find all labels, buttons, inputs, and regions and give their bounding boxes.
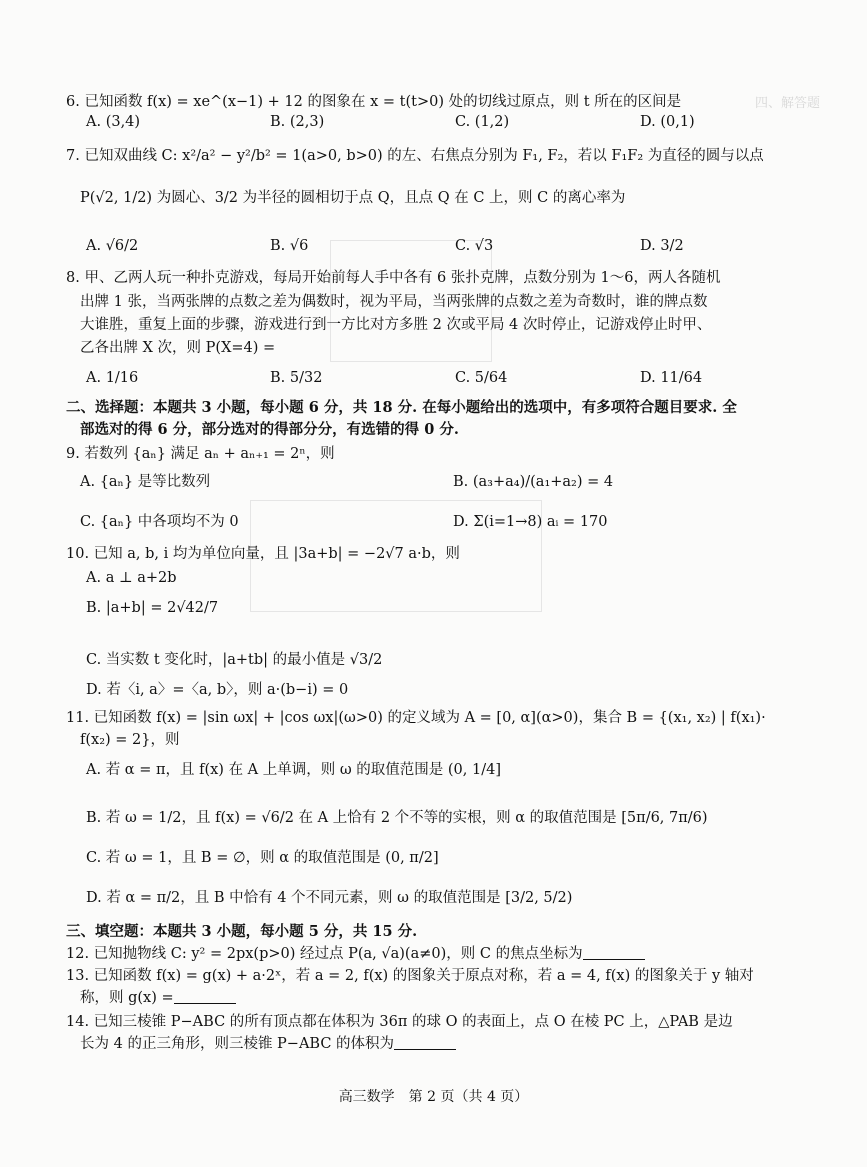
question-10-stem: 10. 已知 a, b, i 均为单位向量，且 |3a+b| = −2√7 a·b，则 xyxy=(66,546,460,562)
question-8-line-3: 大谁胜，重复上面的步骤，游戏进行到一方比对方多胜 2 次或平局 4 次时停止，记游戏停止时甲、 xyxy=(80,317,712,333)
q10-option-d: D. 若〈i, a〉=〈a, b〉，则 a·(b−i) = 0 xyxy=(86,682,349,698)
q11-option-a: A. 若 α = π，且 f(x) 在 A 上单调，则 ω 的取值范围是 (0, 1/4] xyxy=(86,762,501,778)
answer-blank xyxy=(583,945,645,960)
q10-option-b: B. |a+b| = 2√42/7 xyxy=(86,600,219,616)
q8-option-c: C. 5/64 xyxy=(455,370,508,386)
q11-option-d: D. 若 α = π/2，且 B 中恰有 4 个不同元素，则 ω 的取值范围是 [3/2, 5/2) xyxy=(86,890,573,906)
bleed-through-text: 四、解答题 xyxy=(755,96,821,111)
q10-option-a: A. a ⊥ a+2b xyxy=(86,570,177,586)
q9-option-a: A. {aₙ} 是等比数列 xyxy=(80,474,211,490)
q6-option-c: C. (1,2) xyxy=(455,114,510,130)
question-11-line-1: 11. 已知函数 f(x) = |sin ωx| + |cos ωx|(ω>0) 的定义域为 A = [0, α](α>0)，集合 B = {(x₁, x₂) | f(x₁)· xyxy=(66,710,766,726)
question-6-stem: 6. 已知函数 f(x) = xe^(x−1) + 12 的图象在 x = t(t>0) 处的切线过原点，则 t 所在的区间是 xyxy=(66,94,682,110)
question-13-line-2 xyxy=(80,988,236,1008)
q9-option-b: B. (a₃+a₄)/(a₁+a₂) = 4 xyxy=(453,474,614,490)
section-2-heading-line-2: 部选对的得 6 分，部分选对的得部分分，有选错的得 0 分. xyxy=(80,421,459,438)
q9-option-c: C. {aₙ} 中各项均不为 0 xyxy=(80,514,239,530)
answer-blank xyxy=(174,989,236,1004)
section-3-heading: 三、填空题：本题共 3 小题，每小题 5 分，共 15 分. xyxy=(66,923,418,940)
q8-option-b: B. 5/32 xyxy=(270,370,323,386)
question-8-line-4: 乙各出牌 X 次，则 P(X=4) = xyxy=(80,340,276,356)
q7-option-d: D. 3/2 xyxy=(640,238,684,254)
section-2-heading-line-1: 二、选择题：本题共 3 小题，每小题 6 分，共 18 分. 在每小题给出的选项中，有多项符合题目要求. 全 xyxy=(66,399,737,416)
page-footer: 高三数学 第 2 页（共 4 页） xyxy=(338,1089,529,1105)
q8-option-a: A. 1/16 xyxy=(86,370,139,386)
question-14-line-1: 14. 已知三棱锥 P−ABC 的所有顶点都在体积为 36π 的球 O 的表面上，点 O 在棱 PC 上，△PAB 是边 xyxy=(66,1014,733,1030)
question-12-text: 12. 已知抛物线 C: y² = 2px(p>0) 经过点 P(a, √a)(a≠0)，则 C 的焦点坐标为 xyxy=(66,946,583,962)
question-11-line-2: f(x₂) = 2}，则 xyxy=(80,732,180,748)
q7-option-a: A. √6/2 xyxy=(86,238,139,254)
question-8-line-2: 出牌 1 张，当两张牌的点数之差为偶数时，视为平局，当两张牌的点数之差为奇数时，谁的牌点数 xyxy=(80,294,708,310)
q7-option-b: B. √6 xyxy=(270,238,309,254)
q10-option-c: C. 当实数 t 变化时，|a+tb| 的最小值是 √3/2 xyxy=(86,652,383,668)
q8-option-d: D. 11/64 xyxy=(640,370,703,386)
q6-option-b: B. (2,3) xyxy=(270,114,325,130)
q6-option-d: D. (0,1) xyxy=(640,114,695,130)
question-14-line-2 xyxy=(80,1034,456,1054)
q9-option-d: D. Σ(i=1→8) aᵢ = 170 xyxy=(453,514,608,530)
q6-option-a: A. (3,4) xyxy=(86,114,141,130)
answer-blank xyxy=(394,1035,456,1050)
question-7-line-1: 7. 已知双曲线 C: x²/a² − y²/b² = 1(a>0, b>0) 的左、右焦点分别为 F₁, F₂，若以 F₁F₂ 为直径的圆与以点 xyxy=(66,148,764,164)
question-14-line-2-text: 长为 4 的正三角形，则三棱锥 P−ABC 的体积为 xyxy=(80,1036,395,1052)
q11-option-b: B. 若 ω = 1/2，且 f(x) = √6/2 在 A 上恰有 2 个不等的实根，则 α 的取值范围是 [5π/6, 7π/6) xyxy=(86,810,708,826)
question-13-line-1: 13. 已知函数 f(x) = g(x) + a·2ˣ，若 a = 2, f(x) 的图象关于原点对称，若 a = 4, f(x) 的图象关于 y 轴对 xyxy=(66,968,754,984)
q11-option-c: C. 若 ω = 1，且 B = ∅，则 α 的取值范围是 (0, π/2] xyxy=(86,850,439,866)
question-12 xyxy=(66,944,645,964)
question-8-line-1: 8. 甲、乙两人玩一种扑克游戏，每局开始前每人手中各有 6 张扑克牌，点数分别为 1～6，两人各随机 xyxy=(66,270,721,286)
question-13-line-2-text: 称，则 g(x) = xyxy=(80,990,174,1006)
q7-option-c: C. √3 xyxy=(455,238,494,254)
question-7-line-2: P(√2, 1/2) 为圆心、3/2 为半径的圆相切于点 Q，且点 Q 在 C 上，则 C 的离心率为 xyxy=(80,190,626,206)
question-9-stem: 9. 若数列 {aₙ} 满足 aₙ + aₙ₊₁ = 2ⁿ，则 xyxy=(66,446,335,462)
